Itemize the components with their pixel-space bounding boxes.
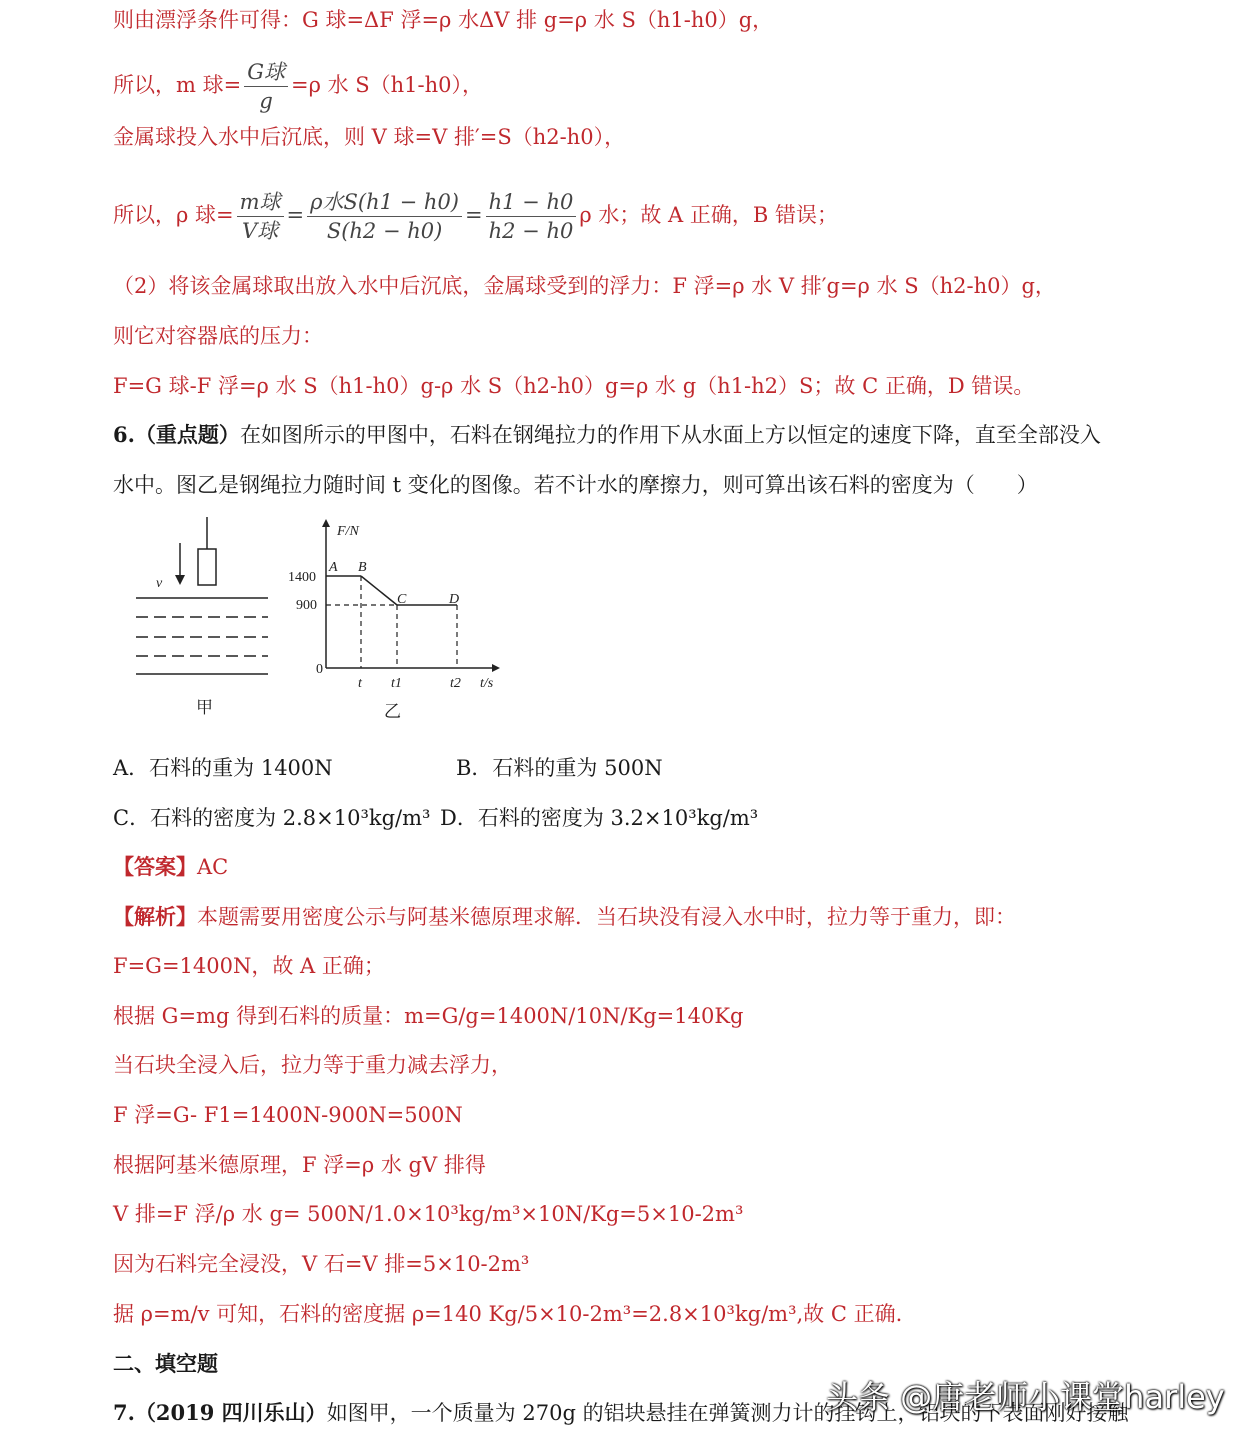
explanation-line-2: F=G=1400N，故 A 正确； bbox=[113, 954, 385, 978]
fraction-mass: $\frac{\text{G球}}{g}$ bbox=[244, 58, 288, 115]
solution-line-3: 金属球投入水中后沉底，则 V 球=V 排′=S（h2-h0）， bbox=[113, 125, 626, 149]
solution-line-2: 所以，m 球= $\frac{\text{G球}}{g}$ =ρ 水 S（h1-h0）， bbox=[113, 60, 484, 113]
solution-line-4: 所以，ρ 球= $\frac{\text{m球}}{\text{V球}}$ = $\frac{\text{ρ水S(h1 − h0)}}{S(h2 - h0)}$ = $\frac{h1 - h0}{h2 - h0}$ ρ 水；故 A 正确，B 错误； bbox=[113, 190, 838, 243]
velocity-arrowhead bbox=[175, 575, 185, 585]
explanation-line-6: 根据阿基米德原理，F 浮=ρ 水 gV 排得 bbox=[113, 1153, 486, 1177]
y-tick-900: 900 bbox=[296, 598, 317, 613]
explanation-line-8: 因为石料完全浸没，V 石=V 排=5×10-2m³ bbox=[113, 1252, 530, 1276]
x-tick-t: t bbox=[358, 676, 362, 691]
origin-label: 0 bbox=[316, 662, 323, 677]
explanation-line-1: 【解析】本题需要用密度公示与阿基米德原理求解．当石块没有浸入水中时，拉力等于重力，即： bbox=[113, 904, 1016, 929]
x-axis-arrow bbox=[492, 664, 500, 672]
segment-b-c bbox=[361, 576, 397, 605]
point-b-label: B bbox=[358, 560, 367, 575]
option-c: C．石料的密度为 2.8×10³kg/m³ bbox=[113, 806, 431, 830]
question-6-line-2: 水中。图乙是钢绳拉力随时间 t 变化的图像。若不计水的摩擦力，则可算出该石料的密度为（ ） bbox=[113, 473, 1038, 497]
label-jia: 甲 bbox=[196, 698, 213, 718]
point-c-label: C bbox=[397, 592, 407, 607]
explanation-line-3: 根据 G=mg 得到石料的质量：m=G/g=1400N/10N/Kg=140Kg bbox=[113, 1004, 744, 1028]
explanation-line-5: F 浮=G- F1=1400N-900N=500N bbox=[113, 1103, 463, 1127]
watermark: 头条 @唐老师小课堂harley bbox=[826, 1378, 1225, 1416]
question-7-line-1: 7.（2019 四川乐山）如图甲，一个质量为 270g 的铝块悬挂在弹簧测力计的挂钩上，铝块的下表面刚好接触 bbox=[113, 1400, 1129, 1425]
stone-block bbox=[198, 549, 216, 585]
y-axis-label: F/N bbox=[337, 524, 359, 539]
question-6-line-1: 6.（重点题）在如图所示的甲图中，石料在钢绳拉力的作用下从水面上方以恒定的速度下降，直至全部没入 bbox=[113, 422, 1101, 447]
question-6-figure bbox=[128, 515, 528, 725]
label-yi: 乙 bbox=[384, 702, 401, 722]
figure-yi-chart bbox=[288, 519, 500, 722]
explanation-line-9: 据 ρ=m/v 可知，石料的密度据 ρ=140 Kg/5×10-2m³=2.8×10³kg/m³,故 C 正确. bbox=[113, 1302, 903, 1326]
y-tick-1400: 1400 bbox=[288, 570, 316, 585]
solution-line-6: 则它对容器底的压力： bbox=[113, 324, 323, 348]
solution-line-1: 则由漂浮条件可得：G 球=ΔF 浮=ρ 水ΔV 排 g=ρ 水 S（h1-h0）g， bbox=[113, 8, 774, 32]
option-a: A．石料的重为 1400N bbox=[113, 756, 333, 780]
explanation-line-4: 当石块全浸入后，拉力等于重力减去浮力， bbox=[113, 1053, 512, 1077]
option-d: D．石料的密度为 3.2×10³kg/m³ bbox=[440, 806, 759, 830]
fraction-density-2: $\frac{\text{ρ水S(h1 − h0)}}{S(h2 - h0)}$ bbox=[307, 188, 462, 245]
answer-line: 【答案】AC bbox=[113, 854, 229, 879]
fraction-density-1: $\frac{\text{m球}}{\text{V球}}$ bbox=[237, 188, 284, 245]
figure-jia bbox=[136, 517, 268, 718]
fraction-density-3: $\frac{h1 - h0}{h2 - h0}$ bbox=[486, 188, 577, 245]
solution-line-5: （2）将该金属球取出放入水中后沉底，金属球受到的浮力：F 浮=ρ 水 V 排′g=ρ 水 S（h2-h0）g， bbox=[113, 274, 1056, 298]
explanation-line-7: V 排=F 浮/ρ 水 g= 500N/1.0×10³kg/m³×10N/Kg=5×10-2m³ bbox=[113, 1202, 744, 1226]
section-heading-fill-blank: 二、填空题 bbox=[113, 1351, 218, 1376]
point-d-label: D bbox=[449, 592, 460, 607]
y-axis-arrow bbox=[322, 519, 330, 527]
x-tick-t1: t1 bbox=[391, 676, 402, 691]
point-a-label: A bbox=[329, 560, 338, 575]
x-tick-t2: t2 bbox=[450, 676, 461, 691]
velocity-label: v bbox=[156, 576, 163, 591]
solution-line-7: F=G 球-F 浮=ρ 水 S（h1-h0）g-ρ 水 S（h2-h0）g=ρ 水 g（h1-h2）S；故 C 正确，D 错误。 bbox=[113, 374, 1035, 398]
x-axis-label: t/s bbox=[480, 676, 494, 691]
option-b: B．石料的重为 500N bbox=[456, 756, 663, 780]
